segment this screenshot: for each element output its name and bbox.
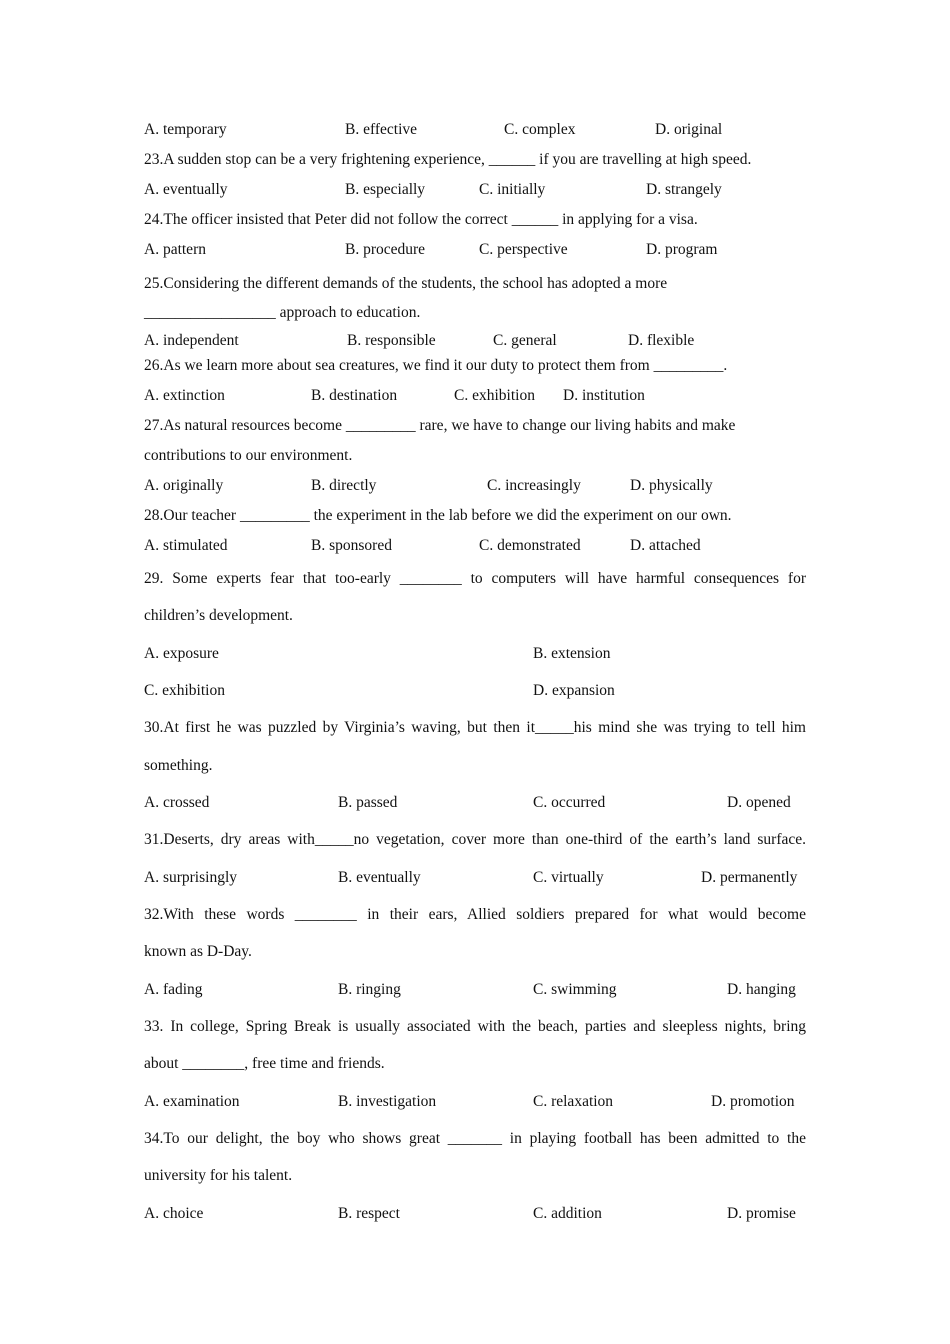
q22-option-c: C. complex (504, 121, 576, 138)
q28-option-c: C. demonstrated (479, 537, 581, 554)
q27-stem-line1: 27.As natural resources become _________ rare, we have to change our living habits and make (144, 417, 736, 434)
q27-option-c: C. increasingly (487, 477, 581, 494)
q29-stem-line2: children’s development. (144, 607, 293, 624)
q24-option-a: A. pattern (144, 241, 206, 258)
q29-option-c: C. exhibition (144, 682, 225, 699)
q22-option-b: B. effective (345, 121, 418, 138)
q24-option-b: B. procedure (345, 241, 426, 258)
q25-stem-line2: _________________ approach to education. (144, 304, 421, 321)
q33-option-b: B. investigation (338, 1093, 437, 1110)
q32-option-d: D. hanging (727, 981, 796, 998)
q30-stem-line1: 30.At first he was puzzled by Virginia’s waving, but then it_____his mind she was trying to tell him (144, 719, 806, 736)
q30-stem-line2: something. (144, 757, 213, 774)
q23-option-d: D. strangely (646, 181, 722, 198)
q23-stem: 23.A sudden stop can be a very frightening experience, ______ if you are travelling at high speed. (144, 151, 752, 168)
q29-stem-line1: 29. Some experts fear that too-early ________ to computers will have harmful consequences for (144, 570, 806, 587)
q34-option-b: B. respect (338, 1205, 400, 1222)
q29-option-b: B. extension (533, 645, 611, 662)
q31-option-a: A. surprisingly (144, 869, 237, 886)
q27-option-d: D. physically (630, 477, 713, 494)
q34-stem-line1: 34.To our delight, the boy who shows great _______ in playing football has been admitted to the (144, 1130, 806, 1147)
q34-option-c: C. addition (533, 1205, 602, 1222)
q22-option-d: D. original (655, 121, 723, 138)
q30-option-b: B. passed (338, 794, 398, 811)
q22-option-a: A. temporary (144, 121, 227, 138)
q34-option-a: A. choice (144, 1205, 204, 1222)
q24-option-d: D. program (646, 241, 718, 258)
q31-option-b: B. eventually (338, 869, 421, 886)
q23-option-b: B. especially (345, 181, 426, 198)
q28-option-a: A. stimulated (144, 537, 228, 554)
q23-option-a: A. eventually (144, 181, 228, 198)
q29-option-a: A. exposure (144, 645, 219, 662)
q26-stem: 26.As we learn more about sea creatures, we find it our duty to protect them from _________. (144, 357, 728, 374)
q31-option-d: D. permanently (701, 869, 798, 886)
q32-stem-line2: known as D-Day. (144, 943, 252, 960)
q27-option-b: B. directly (311, 477, 377, 494)
q32-stem-line1: 32.With these words ________ in their ears, Allied soldiers prepared for what would become (144, 906, 806, 923)
q28-stem: 28.Our teacher _________ the experiment in the lab before we did the experiment on our own. (144, 507, 732, 524)
q24-stem: 24.The officer insisted that Peter did not follow the correct ______ in applying for a visa. (144, 211, 698, 228)
q28-option-b: B. sponsored (311, 537, 392, 554)
q33-option-a: A. examination (144, 1093, 240, 1110)
q25-option-b: B. responsible (347, 332, 436, 349)
q25-stem-line1: 25.Considering the different demands of the students, the school has adopted a more (144, 275, 668, 292)
q33-stem-line2: about ________, free time and friends. (144, 1055, 385, 1072)
q30-option-d: D. opened (727, 794, 791, 811)
q29-option-d: D. expansion (533, 682, 615, 699)
q24-option-c: C. perspective (479, 241, 568, 258)
q26-option-d: D. institution (563, 387, 645, 404)
q31-stem: 31.Deserts, dry areas with_____no vegetation, cover more than one-third of the earth’s land surface. (144, 831, 806, 848)
q26-option-b: B. destination (311, 387, 398, 404)
q32-option-b: B. ringing (338, 981, 401, 998)
q26-option-c: C. exhibition (454, 387, 535, 404)
q25-option-d: D. flexible (628, 332, 695, 349)
q28-option-d: D. attached (630, 537, 701, 554)
q34-option-d: D. promise (727, 1205, 796, 1222)
q31-option-c: C. virtually (533, 869, 604, 886)
q23-option-c: C. initially (479, 181, 546, 198)
q33-stem-line1: 33. In college, Spring Break is usually associated with the beach, parties and sleepless nights, bring (144, 1018, 806, 1035)
q30-option-a: A. crossed (144, 794, 210, 811)
q26-option-a: A. extinction (144, 387, 225, 404)
q32-option-c: C. swimming (533, 981, 617, 998)
q25-option-a: A. independent (144, 332, 239, 349)
q27-stem-line2: contributions to our environment. (144, 447, 353, 464)
q33-option-c: C. relaxation (533, 1093, 614, 1110)
q25-option-c: C. general (493, 332, 557, 349)
q34-stem-line2: university for his talent. (144, 1167, 293, 1184)
q33-option-d: D. promotion (711, 1093, 795, 1110)
q32-option-a: A. fading (144, 981, 203, 998)
q30-option-c: C. occurred (533, 794, 606, 811)
q27-option-a: A. originally (144, 477, 224, 494)
